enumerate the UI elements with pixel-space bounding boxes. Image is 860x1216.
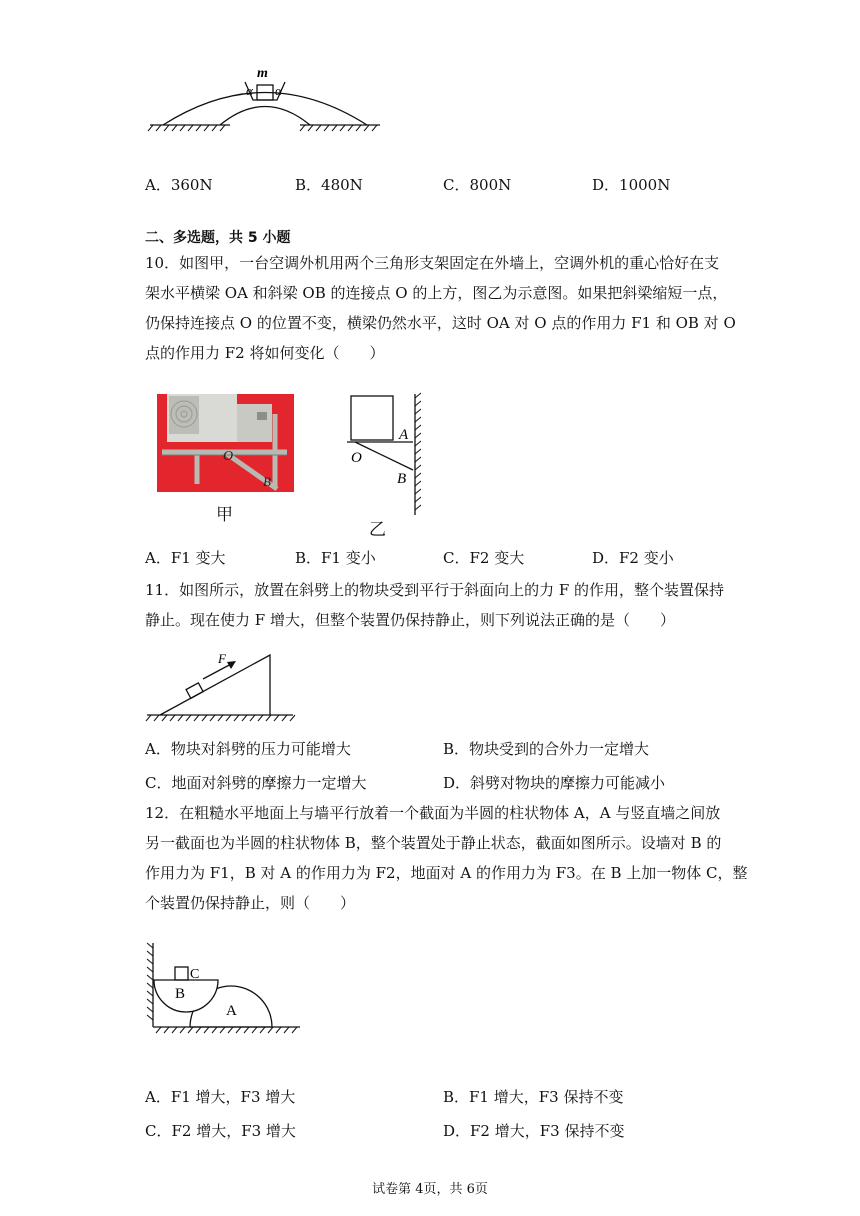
q10-caption-jia: 甲 [216,505,233,525]
q12-label-c: C [190,967,200,982]
q12-figure [145,940,305,1035]
q10-line: 架水平横梁 OA 和斜梁 OB 的连接点 O 的上方，图乙为示意图。如果把斜梁缩短一点， [145,284,728,302]
section-title: 二、多选题，共 5 小题 [145,230,291,246]
q9-option-d: D．1000N [592,176,671,194]
q10-photo-jia [157,394,294,492]
q9-alpha-left: α [246,83,253,98]
q10-label-b: B [397,471,407,487]
q10-line: 仍保持连接点 O 的位置不变，横梁仍然水平，这时 OA 对 O 点的作用力 F1 和 OB 对 O [145,314,736,332]
q10-option-a: A．F1 变大 [145,549,226,567]
q11-line: 11．如图所示，放置在斜劈上的物块受到平行于斜面向上的力 F 的作用，整个装置保持 [145,581,725,599]
q12-label-a: A [226,1003,237,1019]
q12-option-d: D．F2 增大，F3 保持不变 [443,1122,625,1140]
q10-option-d: D．F2 变小 [592,549,674,567]
q11-stem [145,575,724,635]
q12-label-b: B [175,986,186,1002]
q11-option-c: C．地面对斜劈的摩擦力一定增大 [145,774,367,792]
q9-alpha-right: α [275,83,282,98]
q11-line: 静止。现在使力 F 增大，但整个装置仍保持静止，则下列说法正确的是（ ） [145,611,675,629]
q9-mass-label: m [257,66,268,81]
q11-figure [145,645,300,725]
q10-label-o: O [351,450,362,466]
q10-option-b: B．F1 变小 [295,549,376,567]
q12-option-b: B．F1 增大，F3 保持不变 [443,1088,624,1106]
q9-figure [145,60,385,135]
q10-line: 10．如图甲，一台空调外机用两个三角形支架固定在外墙上，空调外机的重心恰好在支 [145,254,720,272]
q11-option-d: D．斜劈对物块的摩擦力可能减小 [443,774,666,792]
page-footer: 试卷第 4页，共 6页 [372,1182,488,1197]
q10-diagram-yi [345,390,435,530]
q10-caption-yi: 乙 [369,520,386,540]
q10-line: 点的作用力 F2 将如何变化（ ） [145,344,385,362]
q12-option-c: C．F2 增大，F3 增大 [145,1122,296,1140]
q12-line: 12．在粗糙水平地面上与墙平行放着一个截面为半圆的柱状物体 A，A 与竖直墙之间放 [145,804,721,822]
q10-photo-label-b: B [263,474,271,489]
q12-line: 作用力为 F1，B 对 A 的作用力为 F2，地面对 A 的作用力为 F3。在 B 上加一物体 C，整 [145,864,748,882]
q11-option-a: A．物块对斜劈的压力可能增大 [145,740,351,758]
q10-option-c: C．F2 变大 [443,549,525,567]
q10-stem [145,248,736,368]
q9-option-a: A．360N [145,176,213,194]
q10-photo-label-o: O [223,449,234,464]
q12-line: 另一截面也为半圆的柱状物体 B，整个装置处于静止状态，截面如图所示。设墙对 B 的 [145,834,722,852]
q9-option-b: B．480N [295,176,363,194]
q12-stem [145,798,748,918]
q12-line: 个装置仍保持静止，则（ ） [145,894,356,912]
q11-option-b: B．物块受到的合外力一定增大 [443,740,650,758]
q11-force-label: F [218,651,226,666]
q9-option-c: C．800N [443,176,512,194]
q10-label-a: A [399,427,409,443]
q12-option-a: A．F1 增大，F3 增大 [145,1088,296,1106]
